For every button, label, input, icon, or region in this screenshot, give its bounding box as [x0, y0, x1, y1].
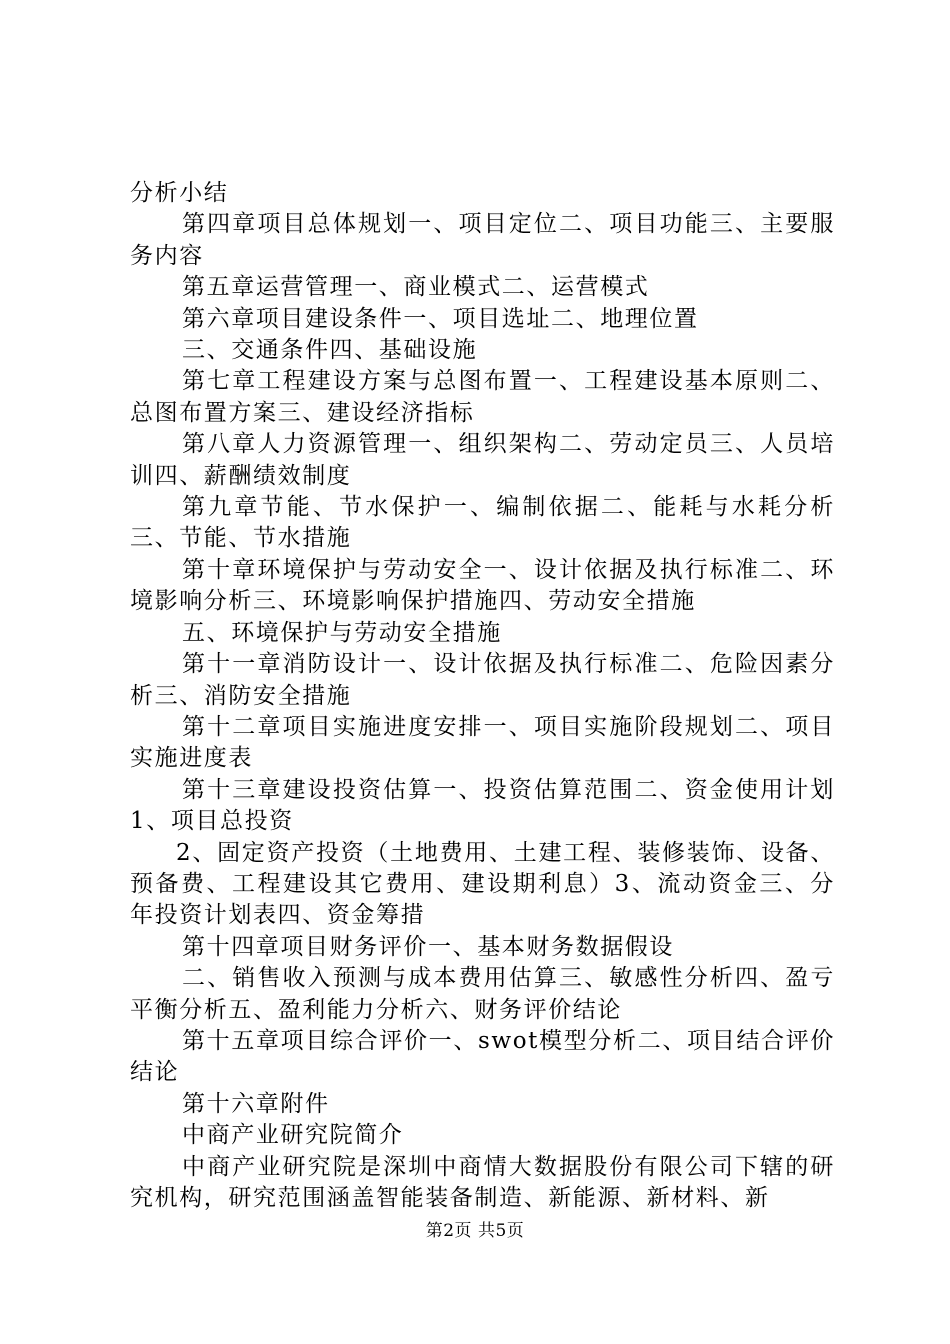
paragraph: 三、交通条件四、基础设施	[182, 337, 478, 364]
paragraph: 五、环境保护与劳动安全措施	[182, 619, 502, 646]
paragraph-chapter-9: 第九章节能、节水保护一、编制依据二、能耗与水耗分析三、节能、节水措施	[130, 494, 835, 552]
paragraph: 二、销售收入预测与成本费用估算三、敏感性分析四、盈亏平衡分析五、盈利能力分析六、财务评价结论	[130, 965, 835, 1023]
section-heading: 中商产业研究院简介	[182, 1122, 404, 1149]
paragraph-chapter-6: 第六章项目建设条件一、项目选址二、地理位置	[182, 305, 699, 332]
paragraph-chapter-13: 第十三章建设投资估算一、投资估算范围二、资金使用计划1、项目总投资	[130, 776, 835, 835]
paragraph-chapter-8: 第八章人力资源管理一、组织架构二、劳动定员三、人员培训四、薪酬绩效制度	[130, 431, 835, 489]
paragraph-chapter-16: 第十六章附件	[182, 1090, 330, 1117]
paragraph-chapter-5: 第五章运营管理一、商业模式二、运营模式	[182, 274, 650, 301]
paragraph-chapter-10: 第十章环境保护与劳动安全一、设计依据及执行标准二、环境影响分析三、环境影响保护措施四、劳动安全措施	[130, 556, 835, 615]
paragraph-chapter-15: 第十五章项目综合评价一、swot模型分析二、项目结合评价结论	[130, 1027, 835, 1086]
paragraph-chapter-7: 第七章工程建设方案与总图布置一、工程建设基本原则二、总图布置方案三、建设经济指标	[130, 368, 835, 426]
paragraph: 中商产业研究院是深圳中商情大数据股份有限公司下辖的研究机构，研究范围涵盖智能装备制造、新能源、新材料、新	[130, 1153, 835, 1211]
paragraph: 分析小结	[130, 180, 229, 206]
paragraph: 2、固定资产投资（土地费用、土建工程、装修装饰、设备、预备费、工程建设其它费用、建设期利息）3、流动资金三、分年投资计划表四、资金筹措	[130, 839, 835, 929]
paragraph-chapter-14: 第十四章项目财务评价一、基本财务数据假设	[182, 933, 674, 960]
page-footer: 第2页 共5页	[425, 1221, 525, 1241]
document-body	[130, 178, 835, 1214]
paragraph-chapter-12: 第十二章项目实施进度安排一、项目实施阶段规划二、项目实施进度表	[130, 713, 835, 772]
paragraph-chapter-4: 第四章项目总体规划一、项目定位二、项目功能三、主要服务内容	[130, 211, 835, 269]
paragraph-chapter-11: 第十一章消防设计一、设计依据及执行标准二、危险因素分析三、消防安全措施	[130, 651, 835, 709]
